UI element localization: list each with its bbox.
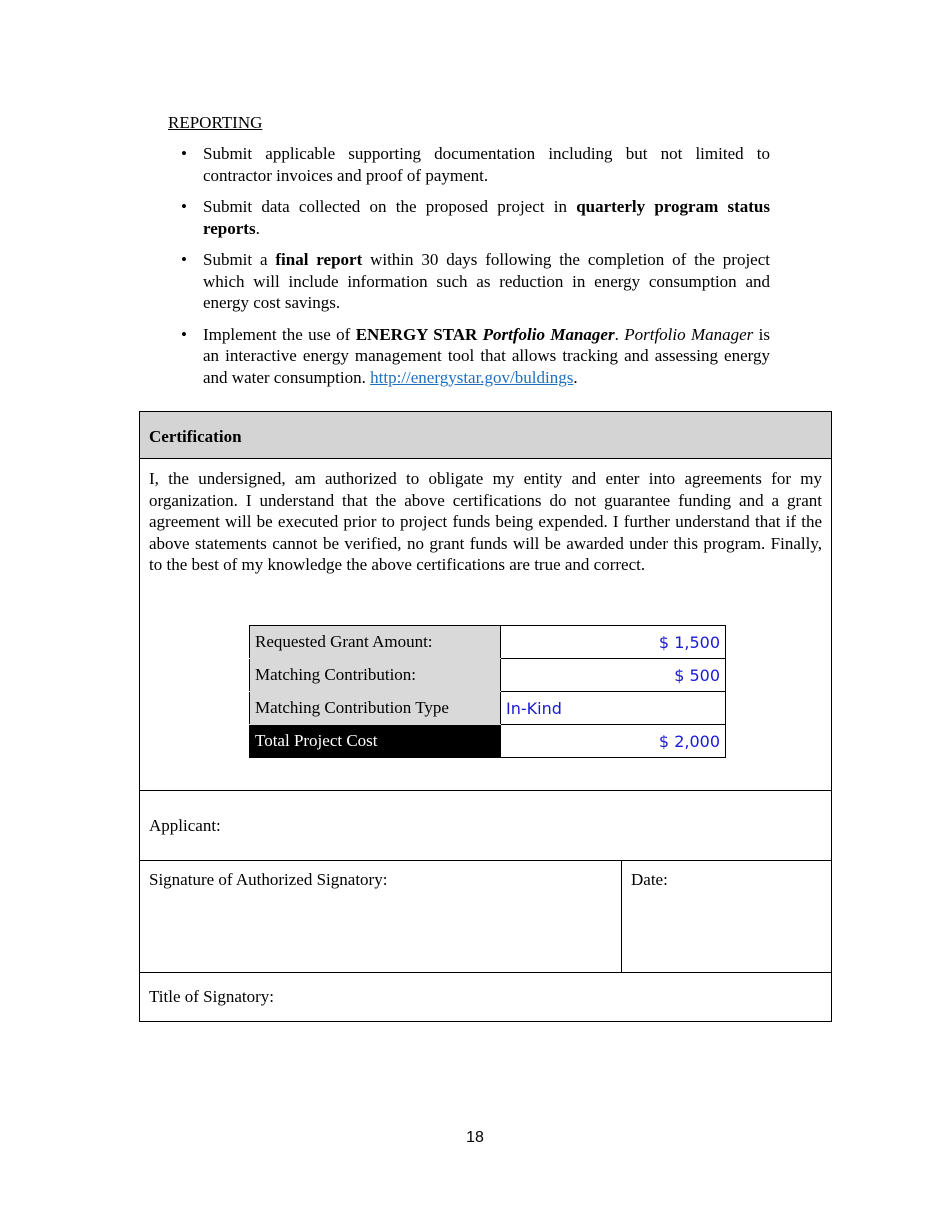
applicant-field[interactable] <box>140 791 831 861</box>
bullet-emphasis: final report <box>275 250 363 269</box>
table-row <box>250 725 726 758</box>
signature-label: Signature of Authorized Signatory: <box>149 870 388 889</box>
matching-contribution-label: Matching Contribution: <box>250 659 501 692</box>
applicant-label: Applicant: <box>149 816 221 835</box>
reporting-section <box>168 113 770 398</box>
portfolio-manager-text: Portfolio Manager <box>482 324 615 344</box>
certification-title: Certification <box>140 412 831 459</box>
signature-row <box>140 861 831 973</box>
bullet-icon: • <box>181 250 187 269</box>
list-item <box>168 143 770 186</box>
reporting-heading: REPORTING <box>168 113 263 132</box>
table-row <box>250 659 726 692</box>
page-number: 18 <box>466 1129 484 1146</box>
table-row <box>250 626 726 659</box>
date-field[interactable] <box>622 861 831 972</box>
signatory-title-field[interactable] <box>140 973 831 1021</box>
energystar-link[interactable]: http://energystar.gov/buldings <box>370 367 574 387</box>
reporting-list <box>168 143 770 388</box>
bullet-icon: • <box>181 144 187 163</box>
certification-table <box>139 411 832 1022</box>
amounts-table <box>249 625 726 758</box>
bullet-icon: • <box>181 324 187 344</box>
bullet-text: Implement the use of <box>203 324 356 344</box>
certification-body <box>140 459 831 791</box>
requested-grant-label: Requested Grant Amount: <box>250 626 501 659</box>
signatory-title-label: Title of Signatory: <box>149 987 274 1006</box>
bullet-emphasis: quarterly program status reports <box>203 197 770 238</box>
energy-star-text: ENERGY STAR <box>355 324 478 344</box>
bullet-text: Submit a <box>203 250 276 269</box>
total-cost-value[interactable]: $ 2,000 <box>501 725 726 758</box>
requested-grant-value[interactable]: $ 1,500 <box>501 626 726 659</box>
bullet-text: Submit data collected on the proposed project in <box>203 197 577 216</box>
bullet-text: Submit applicable supporting documentation including but not limited to contractor invoices and proof of payment. <box>203 144 770 185</box>
bullet-icon: • <box>181 197 187 216</box>
signature-field[interactable] <box>140 861 622 972</box>
matching-type-label: Matching Contribution Type <box>250 692 501 725</box>
table-row <box>250 692 726 725</box>
list-item: • Submit data collected on the proposed project in quarterly program status reports. <box>181 197 770 238</box>
date-label: Date: <box>631 870 668 889</box>
list-item: • Submit a final report within 30 days following the completion of the project which will include information such as reduction in energy consumption and energy cost savings. <box>181 250 770 312</box>
certification-statement: I, the undersigned, am authorized to obligate my entity and enter into agreements for my organization. I understand that the above certifications do not guarantee funding and a grant agreement will be executed prior to project funds being expended. I further understand that if the above statements cannot be verified, no grant funds will be awarded under this program. Finally, to the best of my knowledge the above certifications are true and correct. <box>149 469 822 574</box>
matching-type-value[interactable]: In-Kind <box>501 692 726 725</box>
matching-contribution-value[interactable]: $ 500 <box>501 659 726 692</box>
list-item: • Implement the use of ENERGY STAR Portfolio Manager. Portfolio Manager is an interactive energy management tool that allows tracking and assessing energy and water consumption. http://energystar.gov/buldings. <box>181 324 771 387</box>
total-cost-label: Total Project Cost <box>250 725 501 758</box>
